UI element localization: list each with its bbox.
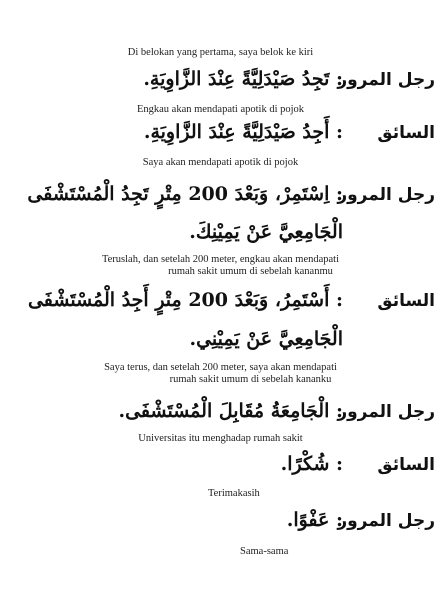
arabic-sentence: : عَفْوًا.: [286, 509, 343, 531]
translation: Engkau akan mendapati apotik di pojok: [136, 104, 305, 115]
arabic-sentence: : أَسْتَمِرُ، وَبَعْدَ 200 مِتْرٍ أَجِدُ الْمُسْتَشْفَى: [27, 289, 343, 311]
translation: Universitas itu menghadap rumah sakit: [138, 433, 303, 444]
arabic-sentence: : أَجِدُ صَيْدَلِيَّةً عِنْدَ الزَّاوِيَةِ.: [143, 121, 343, 143]
arabic-sentence-continued: الْجَامِعِيَّ عَنْ يَمِيْنِي.: [189, 328, 343, 350]
speaker-label: رجل المرور: [337, 402, 435, 422]
arabic-sentence: : تَجِدُ صَيْدَلِيَّةً عِنْدَ الزَّاوِيَةِ.: [143, 68, 343, 90]
arabic-sentence: : اِسْتَمِرْ، وَبَعْدَ 200 مِتْرٍ تَجِدُ الْمُسْتَشْفَى: [27, 183, 343, 205]
translation: Sama-sama: [240, 546, 289, 557]
speaker-label: رجل المرور: [337, 70, 435, 90]
translation: Terimakasih: [208, 488, 260, 499]
arabic-sentence: : الْجَامِعَةُ مُقَابِلَ الْمُسْتَشْفَى.: [118, 400, 343, 422]
translation-continued: rumah sakit umum di sebelah kananmu: [168, 266, 333, 277]
translation: Saya akan mendapati apotik di pojok: [142, 157, 299, 168]
arabic-sentence: : شُكْرًا.: [280, 453, 343, 475]
translation: Saya terus, dan setelah 200 meter, saya akan mendapati: [104, 362, 337, 373]
speaker-label: رجل المرور: [337, 185, 435, 205]
arabic-sentence-continued: الْجَامِعِيَّ عَنْ يَمِيْنِكَ.: [189, 221, 343, 243]
intro-translation: Di belokan yang pertama, saya belok ke kiri: [127, 47, 314, 58]
speaker-label: السائق: [377, 123, 435, 143]
translation-continued: rumah sakit umum di sebelah kananku: [169, 374, 332, 385]
translation: Teruslah, dan setelah 200 meter, engkau akan mendapati: [101, 254, 340, 265]
speaker-label: رجل المرور: [337, 511, 435, 531]
speaker-label: السائق: [377, 455, 435, 475]
speaker-label: السائق: [377, 291, 435, 311]
